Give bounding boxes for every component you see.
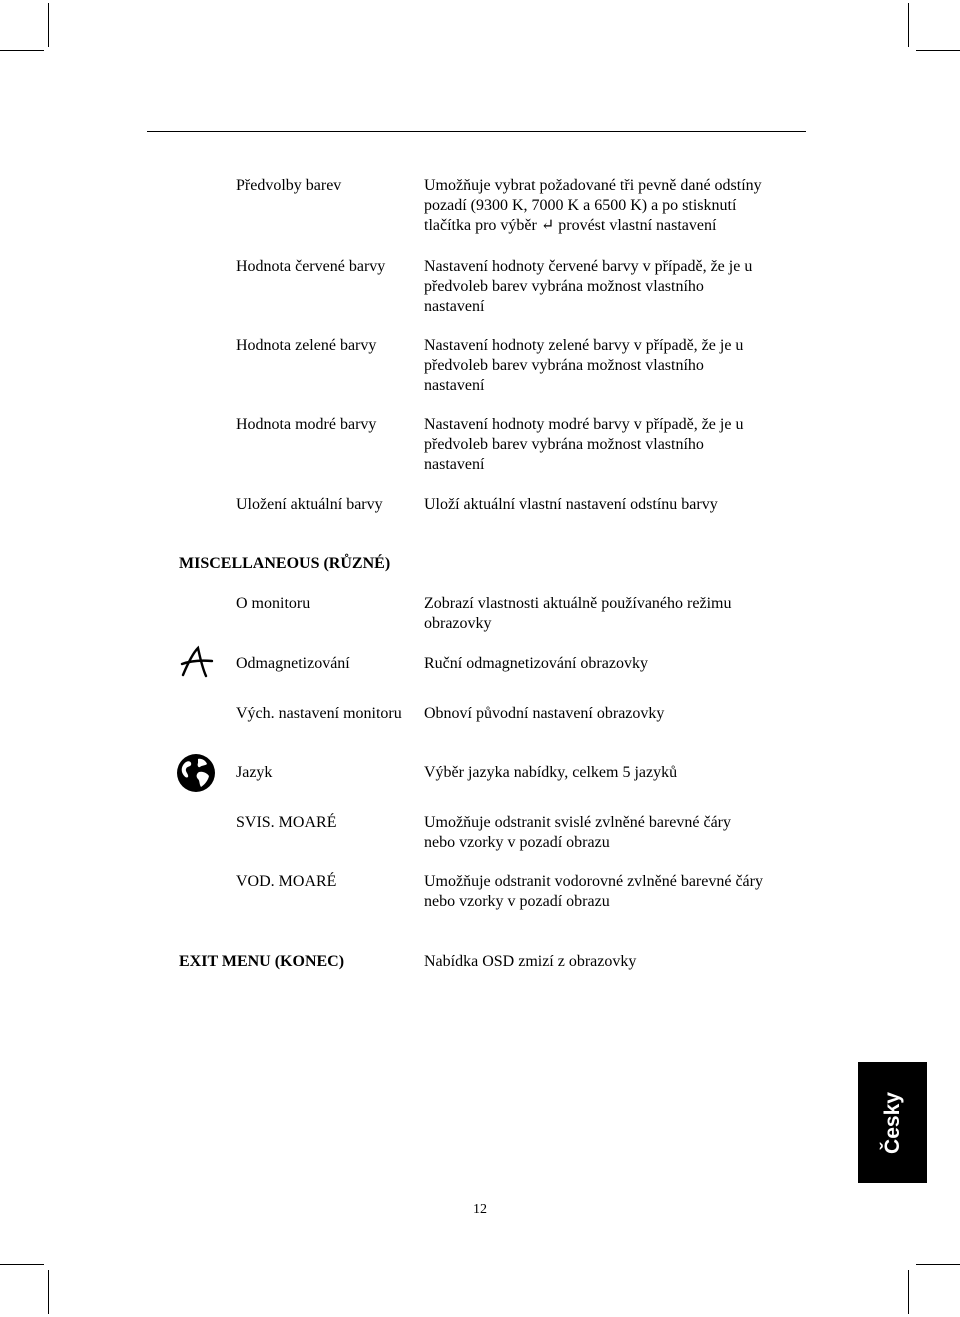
crop-mark: [0, 50, 44, 51]
header-rule: [147, 131, 806, 132]
degauss-icon: [180, 645, 214, 679]
color-row-desc-blue-line3: nastavení: [424, 456, 485, 473]
misc-label-about-monitor: O monitoru: [236, 595, 311, 612]
crop-mark: [48, 1270, 49, 1314]
color-row-desc-presets-line1: Umožňuje vybrat požadované tři pevně dané odstíny: [424, 177, 762, 194]
globe-icon: [176, 753, 216, 793]
crop-mark: [916, 1264, 960, 1265]
misc-desc-language: Výběr jazyka nabídky, celkem 5 jazyků: [424, 764, 678, 781]
misc-label-language: Jazyk: [236, 764, 273, 781]
misc-desc-about-monitor-line2: obrazovky: [424, 615, 492, 632]
crop-mark: [908, 3, 909, 47]
crop-mark: [0, 1264, 44, 1265]
misc-label-degauss: Odmagnetizování: [236, 655, 350, 672]
misc-desc-horizontal-moire-line2: nebo vzorky v pozadí obrazu: [424, 893, 610, 910]
color-row-desc-green-line2: předvoleb barev vybrána možnost vlastního: [424, 357, 704, 374]
misc-desc-about-monitor-line1: Zobrazí vlastnosti aktuálně používaného režimu: [424, 595, 732, 612]
misc-desc-horizontal-moire-line1: Umožňuje odstranit vodorovné zvlněné barevné čáry: [424, 873, 763, 890]
misc-label-vertical-moire: SVIS. MOARÉ: [236, 814, 337, 831]
crop-mark: [916, 50, 960, 51]
language-tab-label: Česky: [880, 1091, 904, 1154]
color-row-label-red: Hodnota červené barvy: [236, 258, 386, 275]
color-row-desc-presets-line2: pozadí (9300 K, 7000 K a 6500 K) a po stisknutí: [424, 197, 737, 214]
color-row-label-blue: Hodnota modré barvy: [236, 416, 377, 433]
color-row-desc-blue-line2: předvoleb barev vybrána možnost vlastního: [424, 436, 704, 453]
exit-desc: Nabídka OSD zmizí z obrazovky: [424, 953, 637, 970]
misc-desc-vertical-moire-line1: Umožňuje odstranit svislé zvlněné barevné čáry: [424, 814, 731, 831]
crop-mark: [908, 1270, 909, 1314]
misc-desc-factory-reset: Obnoví původní nastavení obrazovky: [424, 705, 665, 722]
color-row-desc-green-line1: Nastavení hodnoty zelené barvy v případě, že je u: [424, 337, 744, 354]
color-row-label-save: Uložení aktuální barvy: [236, 496, 383, 513]
misc-heading: MISCELLANEOUS (RŮZNÉ): [179, 555, 391, 572]
color-row-desc-green-line3: nastavení: [424, 377, 485, 394]
color-row-desc-red-line3: nastavení: [424, 298, 485, 315]
misc-label-factory-reset: Vých. nastavení monitoru: [236, 705, 402, 722]
misc-desc-vertical-moire-line2: nebo vzorky v pozadí obrazu: [424, 834, 610, 851]
exit-heading: EXIT MENU (KONEC): [179, 953, 345, 970]
misc-label-horizontal-moire: VOD. MOARÉ: [236, 873, 337, 890]
color-row-label-green: Hodnota zelené barvy: [236, 337, 377, 354]
color-row-desc-blue-line1: Nastavení hodnoty modré barvy v případě, že je u: [424, 416, 744, 433]
page-number: 12: [473, 1202, 487, 1217]
crop-mark: [48, 3, 49, 47]
misc-desc-degauss: Ruční odmagnetizování obrazovky: [424, 655, 648, 672]
color-row-desc-red-line1: Nastavení hodnoty červené barvy v případě, že je u: [424, 258, 753, 275]
color-row-label-presets: Předvolby barev: [236, 177, 342, 194]
color-row-desc-red-line2: předvoleb barev vybrána možnost vlastního: [424, 278, 704, 295]
color-row-desc-save: Uloží aktuální vlastní nastavení odstínu barvy: [424, 496, 718, 513]
color-row-desc-presets-line3: tlačítka pro výběr ↵ provést vlastní nastavení: [424, 217, 717, 234]
language-tab: [858, 1062, 927, 1183]
